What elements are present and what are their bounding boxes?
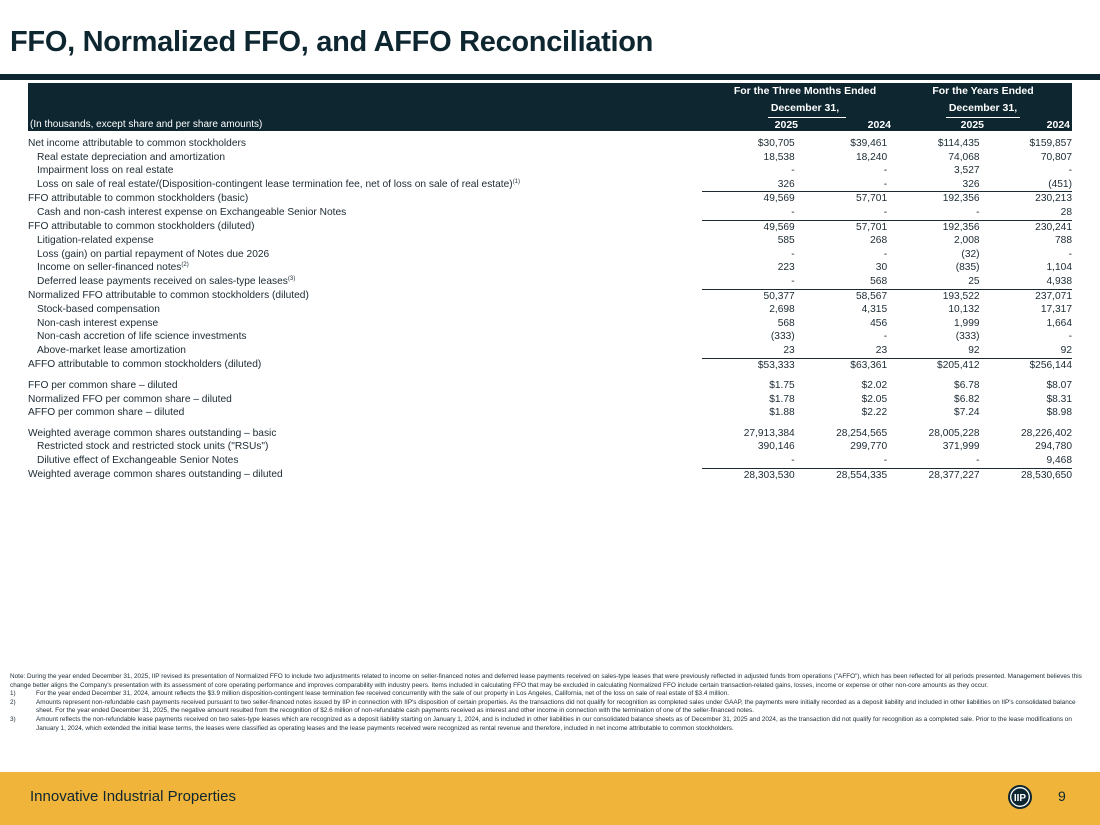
value-cell: - (1068, 248, 1072, 260)
row-label-text: Litigation-related expense (37, 235, 154, 247)
year-col-3: 2025 (960, 119, 984, 131)
row-label-text: Non-cash accretion of life science investments (37, 331, 247, 343)
value-cell: 28,005,228 (928, 427, 980, 439)
row-label-text: Income on seller-financed notes (37, 262, 182, 274)
row-label (28, 379, 702, 393)
notes-section (10, 673, 1090, 733)
three-months-group-header (725, 83, 885, 117)
table-row (28, 379, 1072, 393)
footnote-text: Amount reflects the non-refundable lease payments received on two sales-type leases which are recognized as a deposit liability starting on January 1, 2024, and is included in other liabilities in our consolidated balance sheets as of December 31, 2025 and 2024, as the transaction did not qualify for recognition as a completed sale. Prior to the lease modifications on January 1, 2024, which extended the initial lease terms, the leases were classified as operating leases and the lease payments received were recognized as rental revenue and therefore, included in net income attributable to common stockholders. (36, 715, 1072, 732)
table-row (28, 393, 1072, 407)
years-date: December 31, (948, 102, 1018, 114)
table-row (28, 440, 1072, 454)
value-cell: - (795, 178, 887, 192)
value-cell: 192,356 (942, 221, 980, 233)
value-cell: 23 (702, 344, 794, 358)
row-label-text: Restricted stock and restricted stock units ("RSUs") (37, 441, 269, 453)
value-cell: - (702, 275, 794, 289)
value-cell: 237,071 (1035, 290, 1072, 302)
value-cell: 268 (870, 235, 888, 247)
value-cell: 326 (887, 178, 979, 192)
footnote (10, 690, 1090, 699)
row-label-text: Impairment loss on real estate (37, 165, 174, 177)
value-cell: (835) (955, 262, 980, 274)
value-cell: 4,315 (861, 304, 888, 316)
value-cell: (451) (980, 178, 1072, 192)
three-months-heading: For the Three Months Ended (733, 85, 877, 97)
table-row (28, 248, 1072, 262)
footnote-number: 2) (10, 698, 16, 706)
table-row (28, 358, 1072, 372)
row-label (28, 344, 702, 358)
table-row (28, 192, 1072, 206)
row-label (28, 406, 702, 420)
value-cell: - (883, 248, 888, 260)
value-cell: 788 (1055, 235, 1072, 247)
row-label (28, 206, 702, 220)
footnote-ref: (1) (512, 179, 521, 186)
logo-text: IIP (1013, 792, 1027, 804)
table-row (28, 220, 1072, 234)
table-row (28, 344, 1072, 358)
value-cell: 1,999 (954, 317, 980, 329)
value-cell: 294,780 (1035, 441, 1072, 453)
value-cell: 585 (777, 235, 795, 247)
spacer-row (28, 372, 1072, 379)
table-row (28, 454, 1072, 468)
value-cell: 230,213 (1035, 193, 1072, 205)
row-label-text: Non-cash interest expense (37, 317, 159, 329)
spacer-cell (28, 372, 1072, 379)
value-cell: 92 (980, 344, 1072, 358)
year-col-2: 2024 (867, 119, 891, 131)
value-cell: 25 (887, 275, 979, 289)
value-cell: $6.82 (954, 393, 980, 405)
value-cell: 49,569 (763, 193, 795, 205)
value-cell: $8.31 (1046, 393, 1072, 405)
row-label-text: Loss (gain) on partial repayment of Notes due 2026 (37, 248, 270, 260)
value-cell: - (795, 206, 887, 220)
value-cell: 28,226,402 (1021, 427, 1072, 439)
value-cell: - (791, 165, 795, 177)
value-cell: 70,807 (1040, 151, 1072, 163)
value-cell: 50,377 (763, 290, 795, 302)
value-cell: $256,144 (1029, 359, 1072, 371)
value-cell: $7.24 (954, 407, 980, 419)
footnote-text: Amounts represent non-refundable cash payments received pursuant to two seller-financed notes issued by IIP in connection with IIP's disposition of certain properties. As the transactions did not qualify for recognition as completed sales under GAAP, the payments were initially recorded as a deposit liability and included in other liabilities on IIP's consolidated balance sheet. For the year ended December 31, 2025, the negative amount resulted from the recognition of $2.6 million of non-refundable cash payments received as interest and other income in connection with the termination of one of the seller-financed notes. (36, 698, 1076, 715)
table-row (28, 261, 1072, 275)
value-cell: 18,538 (763, 151, 795, 163)
value-cell: 326 (702, 178, 794, 192)
value-cell: $39,461 (850, 138, 888, 149)
footer-bar (0, 772, 1100, 825)
value-cell: 58,567 (855, 290, 888, 302)
row-label (28, 393, 702, 407)
table-row (28, 151, 1072, 165)
row-label-text: Above-market lease amortization (37, 345, 186, 357)
footnote-text: For the year ended December 31, 2024, amount reflects the $3.9 million disposition-contingent lease termination fee received concurrently with the sale of our property in Los Angeles, California, net of the loss on sale of real estate of $3.4 million. (36, 690, 730, 698)
row-label (28, 330, 702, 344)
units-caption: (In thousands, except share and per share amounts) (30, 119, 263, 130)
value-cell: 3,527 (954, 165, 980, 177)
row-label-text: Stock-based compensation (37, 304, 160, 316)
row-label (28, 275, 702, 289)
value-cell: $8.07 (1046, 380, 1072, 392)
table-row (28, 178, 1072, 192)
page-number: 9 (1058, 788, 1066, 804)
value-cell: - (887, 454, 979, 468)
value-cell: 230,241 (1035, 221, 1072, 233)
value-cell: 28,303,530 (743, 469, 795, 481)
row-label (28, 137, 702, 151)
row-label-text: Cash and non-cash interest expense on Exchangeable Senior Notes (37, 207, 347, 219)
value-cell: 456 (870, 317, 888, 329)
value-cell: $159,857 (1029, 138, 1072, 149)
row-label (28, 440, 702, 454)
value-cell: 1,664 (1046, 317, 1072, 329)
value-cell: - (883, 331, 888, 343)
value-cell: $8.98 (1046, 407, 1072, 419)
title-rule (0, 74, 1100, 80)
year-col-4: 2024 (1046, 119, 1070, 131)
value-cell: - (702, 454, 794, 468)
row-label (28, 192, 702, 206)
table-row (28, 406, 1072, 420)
value-cell: $114,435 (937, 138, 980, 149)
value-cell: 9,468 (980, 454, 1072, 468)
table-row (28, 164, 1072, 178)
value-cell: 4,938 (980, 275, 1072, 289)
value-cell: 28,377,227 (928, 469, 980, 481)
three-months-date: December 31, (770, 102, 840, 114)
row-label-text: Real estate depreciation and amortization (37, 151, 226, 163)
value-cell: 568 (777, 317, 795, 329)
value-cell: 28,554,335 (836, 469, 888, 481)
row-label (28, 261, 702, 275)
value-cell: - (887, 206, 979, 220)
row-label-text: Weighted average common shares outstanding – diluted (28, 469, 283, 481)
table-row (28, 468, 1072, 482)
row-label (28, 234, 702, 248)
value-cell: 371,999 (942, 441, 980, 453)
reconciliation-table (28, 137, 1072, 482)
value-cell: 57,701 (855, 221, 888, 233)
footnote-ref: (3) (287, 276, 296, 283)
value-cell: (333) (770, 331, 795, 343)
year-col-1: 2025 (774, 119, 798, 131)
value-cell: $63,361 (850, 359, 888, 371)
value-cell: 1,104 (1046, 262, 1072, 274)
row-label (28, 178, 702, 192)
value-cell: 49,569 (763, 221, 795, 233)
value-cell: - (883, 165, 888, 177)
value-cell: (32) (961, 248, 980, 260)
row-label-text: Dilutive effect of Exchangeable Senior Notes (37, 455, 239, 467)
table-row (28, 303, 1072, 317)
value-cell: 10,132 (948, 304, 980, 316)
value-cell: 192,356 (942, 193, 980, 205)
value-cell: $1.88 (769, 407, 795, 419)
value-cell: $1.75 (769, 380, 795, 392)
value-cell: 390,146 (757, 441, 795, 453)
table-row (28, 289, 1072, 303)
value-cell: 2,698 (769, 304, 795, 316)
value-cell: 18,240 (855, 151, 888, 163)
row-label-text: Net income attributable to common stockholders (28, 138, 247, 149)
three-months-underline (768, 117, 846, 118)
value-cell: 223 (777, 262, 795, 274)
table-row (28, 206, 1072, 220)
value-cell: 299,770 (850, 441, 888, 453)
value-cell: 28 (980, 206, 1072, 220)
years-underline (946, 117, 1020, 118)
value-cell: 92 (887, 344, 979, 358)
table-row (28, 137, 1072, 151)
row-label (28, 151, 702, 165)
row-label (28, 427, 702, 441)
row-label-text: Normalized FFO per common share – diluted (28, 393, 232, 405)
value-cell: $2.02 (861, 380, 888, 392)
row-label-text: FFO attributable to common stockholders (diluted) (28, 221, 255, 233)
row-label-text: FFO per common share – diluted (28, 380, 178, 392)
table-row (28, 317, 1072, 331)
value-cell: 28,254,565 (836, 427, 888, 439)
row-label-text: Normalized FFO attributable to common stockholders (diluted) (28, 290, 309, 302)
row-label-text: FFO attributable to common stockholders (basic) (28, 193, 249, 205)
value-cell: $6.78 (954, 380, 980, 392)
footnote-number: 3) (10, 715, 16, 723)
value-cell: $205,412 (937, 359, 980, 371)
row-label (28, 220, 702, 234)
footnote-ref: (2) (181, 262, 189, 269)
value-cell: - (791, 248, 795, 260)
table-row (28, 275, 1072, 289)
row-label-text: Deferred lease payments received on sales-type leases (37, 276, 288, 288)
value-cell: - (1068, 165, 1072, 177)
value-cell: 23 (795, 344, 887, 358)
value-cell: $2.22 (861, 407, 888, 419)
row-label (28, 164, 702, 178)
value-cell: 27,913,384 (743, 427, 795, 439)
value-cell: 57,701 (855, 193, 888, 205)
value-cell: 74,068 (948, 151, 980, 163)
row-label-text: Weighted average common shares outstanding – basic (28, 427, 277, 439)
spacer-cell (28, 420, 1072, 427)
value-cell: 568 (795, 275, 887, 289)
footnote (10, 699, 1090, 716)
row-label (28, 468, 702, 482)
table-row (28, 234, 1072, 248)
value-cell: 193,522 (942, 290, 980, 302)
footnote-number: 1) (10, 690, 16, 698)
row-label-text: Loss on sale of real estate/(Disposition-contingent lease termination fee, net of loss on sale of real estate) (37, 179, 513, 191)
row-label (28, 303, 702, 317)
spacer-row (28, 420, 1072, 427)
years-group-header (908, 83, 1058, 117)
row-label (28, 358, 702, 372)
value-cell: $53,333 (757, 359, 795, 371)
table-header (28, 83, 1072, 131)
row-label-text: AFFO attributable to common stockholders (diluted) (28, 359, 262, 371)
value-cell: 17,317 (1040, 304, 1072, 316)
years-heading: For the Years Ended (932, 85, 1034, 97)
value-cell: - (702, 206, 794, 220)
value-cell: 2,008 (954, 235, 980, 247)
row-label (28, 317, 702, 331)
value-cell: $30,705 (757, 138, 795, 149)
value-cell: (333) (955, 331, 980, 343)
row-label (28, 248, 702, 262)
value-cell: - (1068, 331, 1072, 343)
footnote (10, 716, 1090, 733)
table-row (28, 427, 1072, 441)
value-cell: $2.05 (861, 393, 888, 405)
row-label-text: AFFO per common share – diluted (28, 407, 185, 419)
row-label (28, 289, 702, 303)
notes-intro: Note: During the year ended December 31, 2025, IIP revised its presentation of Normalized FFO to include two adjustments related to income on seller-financed notes and deferred lease payments received on sales-type leases that were previously reflected in adjusted funds from operations ("AFFO"), which has been reflected for all periods presented. Management believes this change better aligns the Company's presentation with its assessment of core operating performance and improves comparability with industry peers. Items included in calculating FFO that may be excluded in calculating Normalized FFO include certain transaction-related gains, losses, income or expense or other non-core amounts as they occur. (10, 673, 1082, 689)
value-cell: 28,530,650 (1021, 469, 1072, 481)
row-label (28, 454, 702, 468)
table-row (28, 330, 1072, 344)
iip-logo-icon (1007, 784, 1033, 810)
value-cell: $1.78 (769, 393, 795, 405)
value-cell: 30 (875, 262, 888, 274)
company-name: Innovative Industrial Properties (30, 788, 236, 805)
page-title: FFO, Normalized FFO, and AFFO Reconciliation (10, 26, 654, 58)
value-cell: - (795, 454, 887, 468)
